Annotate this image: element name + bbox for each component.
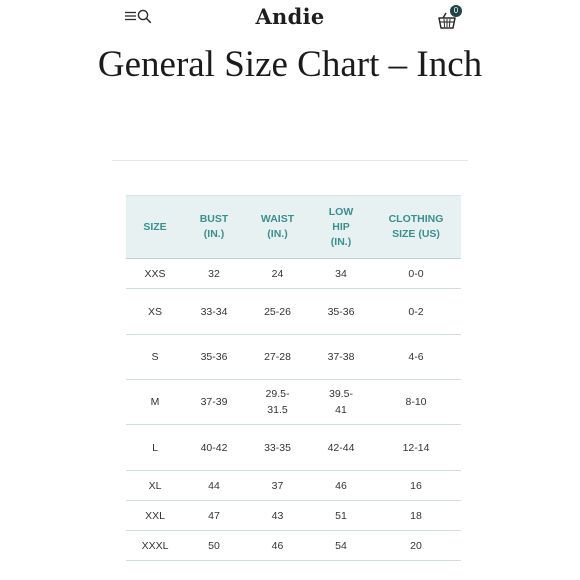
table-cell: 51 <box>311 501 371 531</box>
table-cell: 35-36 <box>184 335 244 380</box>
table-row <box>126 289 461 335</box>
table-cell: 39.5-41 <box>311 380 371 425</box>
cart-count-badge: 0 <box>450 5 462 17</box>
table-cell: 50 <box>184 531 244 561</box>
table-row <box>126 380 461 425</box>
table-cell: 37 <box>244 471 311 501</box>
table-cell: XS <box>126 289 184 335</box>
table-cell: 42-44 <box>311 425 371 471</box>
table-cell: XXL <box>126 501 184 531</box>
column-header-clothing-size: CLOTHING SIZE (US) <box>371 196 461 259</box>
table-cell: 34 <box>311 259 371 289</box>
table-cell: 0-0 <box>371 259 461 289</box>
table-row <box>126 259 461 289</box>
table-cell: 0-2 <box>371 289 461 335</box>
table-cell: 8-10 <box>371 380 461 425</box>
table-cell: 35-36 <box>311 289 371 335</box>
table-cell: M <box>126 380 184 425</box>
table-cell: 37-38 <box>311 335 371 380</box>
table-cell: 33-34 <box>184 289 244 335</box>
page-title: General Size Chart – Inch <box>97 44 483 85</box>
column-header-size: SIZE <box>126 196 184 259</box>
table-row <box>126 531 461 561</box>
table-cell: 20 <box>371 531 461 561</box>
table-row <box>126 335 461 380</box>
table-cell: 29.5-31.5 <box>244 380 311 425</box>
table-cell: 33-35 <box>244 425 311 471</box>
table-cell: 27-28 <box>244 335 311 380</box>
table-cell: 44 <box>184 471 244 501</box>
table-cell: 16 <box>371 471 461 501</box>
table-cell: 54 <box>311 531 371 561</box>
column-header-bust: BUST (IN.) <box>184 196 244 259</box>
table-cell: 47 <box>184 501 244 531</box>
table-cell: 46 <box>311 471 371 501</box>
table-cell: 12-14 <box>371 425 461 471</box>
table-cell: 32 <box>184 259 244 289</box>
table-cell: 43 <box>244 501 311 531</box>
table-cell: L <box>126 425 184 471</box>
table-cell: 46 <box>244 531 311 561</box>
table-header-row <box>126 196 461 259</box>
table-cell: 4-6 <box>371 335 461 380</box>
column-header-low-hip: LOW HIP (IN.) <box>311 196 371 259</box>
site-header <box>0 0 580 42</box>
table-cell: S <box>126 335 184 380</box>
brand-logo[interactable]: Andie <box>255 4 325 29</box>
table-cell: 37-39 <box>184 380 244 425</box>
table-row <box>126 501 461 531</box>
column-header-waist: WAIST (IN.) <box>244 196 311 259</box>
title-divider <box>112 160 468 161</box>
cart-button[interactable] <box>437 5 463 31</box>
table-cell: XXS <box>126 259 184 289</box>
table-cell: XXXL <box>126 531 184 561</box>
table-cell: 40-42 <box>184 425 244 471</box>
table-cell: 25-26 <box>244 289 311 335</box>
table-cell: XL <box>126 471 184 501</box>
table-cell: 24 <box>244 259 311 289</box>
size-chart-table <box>126 195 461 561</box>
table-row <box>126 471 461 501</box>
table-row <box>126 425 461 471</box>
table-cell: 18 <box>371 501 461 531</box>
